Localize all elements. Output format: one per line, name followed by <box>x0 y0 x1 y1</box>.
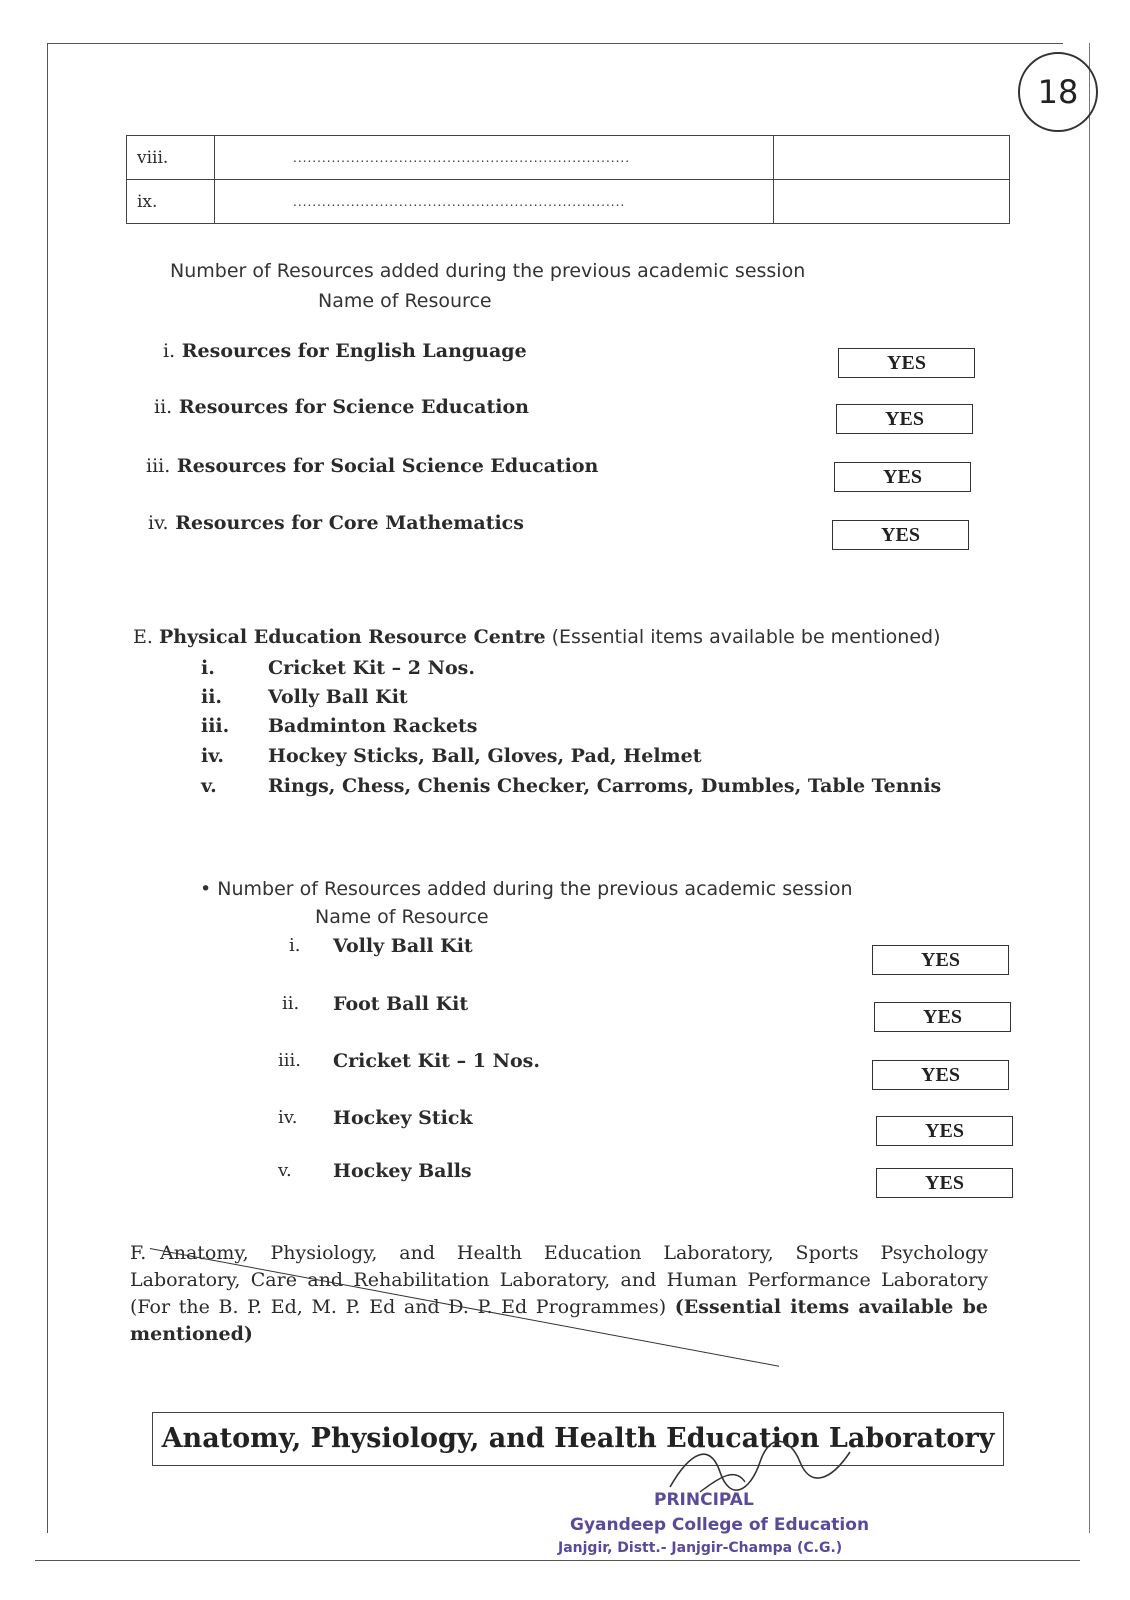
section-title: Physical Education Resource Centre <box>158 626 546 648</box>
section-note: (Essential items available be mentioned) <box>551 626 941 648</box>
stamp-address: Janjgir, Distt.- Janjgir-Champa (C.G.) <box>558 1540 843 1556</box>
equipment-item: Badminton Rackets <box>268 715 478 737</box>
status-box: YES <box>874 1002 1011 1032</box>
status-box: YES <box>872 1060 1009 1090</box>
session-heading-2 <box>200 878 853 900</box>
row-number: viii. <box>127 136 215 180</box>
bullet-icon: • <box>200 878 212 900</box>
name-heading: Name of Resource <box>318 290 492 312</box>
status-box: YES <box>838 348 975 378</box>
status-box: YES <box>836 404 973 434</box>
item-number: i. <box>163 340 176 362</box>
section-f-text: Anatomy, Physiology, and Health Education Laboratory, Sports Psychology Laboratory, Care and Rehabilitation Laboratory, and Human Performance Laboratory (For the B. P. Ed, M. P. Ed and D. P. Ed Programmes) <box>130 1242 988 1318</box>
equipment-item: Hockey Sticks, Ball, Gloves, Pad, Helmet <box>268 745 702 767</box>
item-number: ii. <box>154 396 173 418</box>
item-label: Resources for Core Mathematics <box>175 512 524 534</box>
item-label: Resources for Science Education <box>178 396 529 418</box>
section-f-note: (Essential items available be mentioned) <box>130 1296 988 1345</box>
item-number: ii. <box>201 686 223 708</box>
resource-item <box>163 340 527 362</box>
page-border-left <box>47 43 48 1533</box>
stamp-role: PRINCIPAL <box>654 1490 754 1510</box>
section-letter: F. <box>130 1242 147 1264</box>
status-box: YES <box>876 1168 1013 1198</box>
item-number: iv. <box>278 1107 298 1128</box>
resource-item <box>154 396 529 418</box>
item-number: i. <box>289 935 301 956</box>
continuation-table <box>126 135 1010 224</box>
name-heading-2: Name of Resource <box>315 906 489 928</box>
row-value <box>774 136 1010 180</box>
status-box: YES <box>872 945 1009 975</box>
table-row <box>127 180 1010 224</box>
item-label: Resources for Social Science Education <box>176 455 599 477</box>
equipment-item: Rings, Chess, Chenis Checker, Carroms, Dumbles, Table Tennis <box>268 775 942 797</box>
item-number: iii. <box>201 715 230 737</box>
added-item: Cricket Kit – 1 Nos. <box>333 1050 540 1072</box>
lab-title-box: Anatomy, Physiology, and Health Education Laboratory <box>152 1412 1004 1466</box>
item-number: ii. <box>282 993 300 1014</box>
session-heading: Number of Resources added during the previous academic session <box>170 260 806 282</box>
status-box: YES <box>832 520 969 550</box>
row-value <box>774 180 1010 224</box>
item-label: Resources for English Language <box>181 340 527 362</box>
added-item: Foot Ball Kit <box>333 993 469 1015</box>
section-e-heading <box>133 626 940 648</box>
item-number: iii. <box>278 1050 301 1071</box>
item-number: v. <box>201 775 217 797</box>
row-number: ix. <box>127 180 215 224</box>
table-row <box>127 136 1010 180</box>
item-number: iv. <box>148 512 169 534</box>
resource-item <box>146 455 598 477</box>
item-number: iii. <box>146 455 171 477</box>
resource-item <box>148 512 524 534</box>
status-box: YES <box>834 462 971 492</box>
section-letter: E. <box>133 626 153 648</box>
page-number: 18 <box>1018 52 1098 132</box>
added-item: Hockey Stick <box>333 1107 473 1129</box>
page-border-right <box>1089 43 1090 1533</box>
status-box: YES <box>876 1116 1013 1146</box>
item-number: v. <box>278 1160 292 1181</box>
equipment-item: Volly Ball Kit <box>268 686 408 708</box>
equipment-item: Cricket Kit – 2 Nos. <box>268 657 475 679</box>
section-f-paragraph <box>130 1240 988 1348</box>
added-item: Volly Ball Kit <box>333 935 473 957</box>
session-heading-text: Number of Resources added during the previous academic session <box>217 878 853 900</box>
page-border-top <box>47 43 1063 44</box>
page-border-bottom <box>35 1560 1080 1561</box>
stamp-college: Gyandeep College of Education <box>570 1515 870 1535</box>
item-number: i. <box>201 657 215 679</box>
row-dots: ..................................................................... <box>215 180 774 224</box>
row-dots: ...................................................................... <box>215 136 774 180</box>
item-number: iv. <box>201 745 224 767</box>
added-item: Hockey Balls <box>333 1160 472 1182</box>
